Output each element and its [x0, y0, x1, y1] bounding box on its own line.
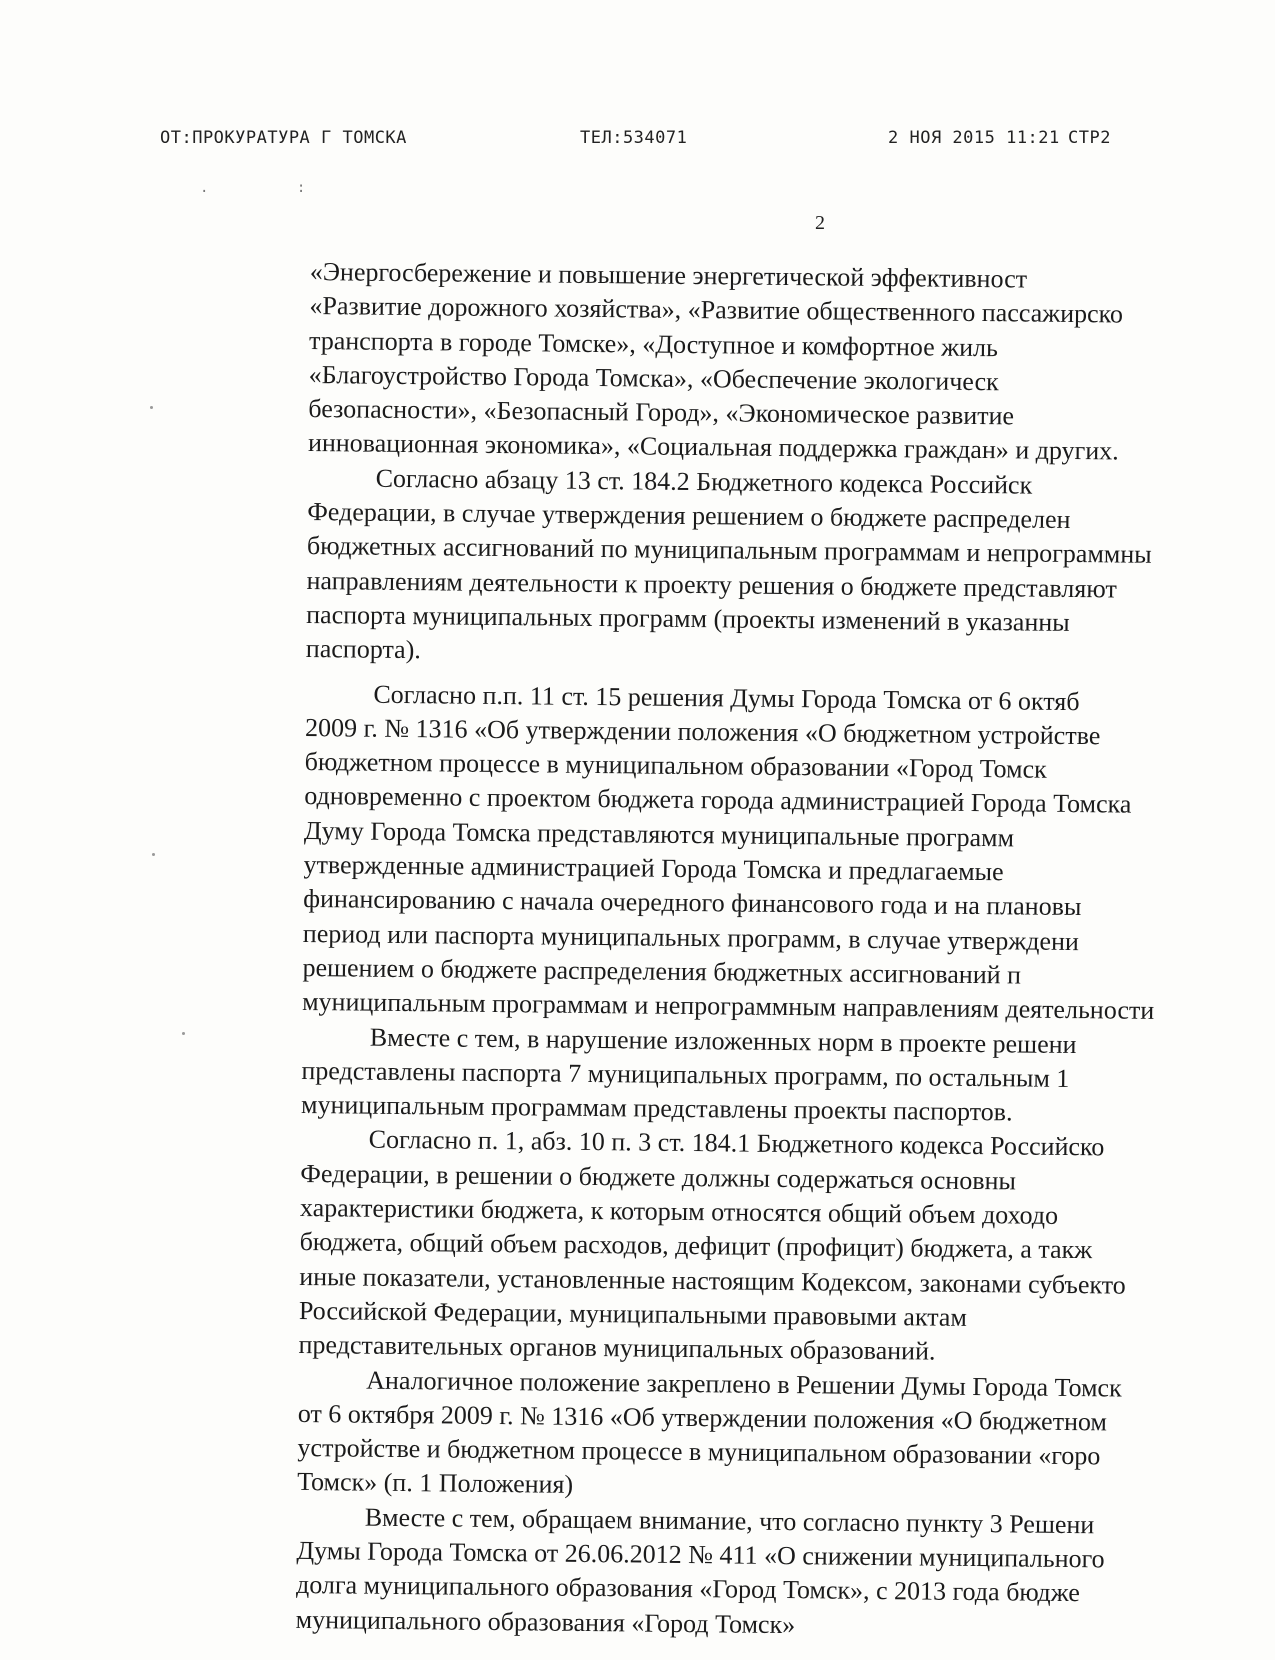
text-line: утвержденные администрацией Города Томска и предлагаемые: [303, 850, 1004, 887]
text-line: Согласно п.п. 11 ст. 15 решения Думы Города Томска от 6 октяб: [373, 679, 1080, 716]
text-line: Аналогичное положение закреплено в Решении Думы Города Томск: [366, 1365, 1122, 1403]
text-line: бюджетном процессе в муниципальном образовании «Город Томск: [304, 747, 1047, 784]
fax-datetime: 2 НОЯ 2015 11:21: [888, 128, 1060, 148]
text-line: Вместе с тем, в нарушение изложенных норм в проекте решени: [369, 1022, 1077, 1059]
text-line: безопасности», «Безопасный Город», «Экономическое развитие: [308, 394, 1015, 431]
text-line: «Развитие дорожного хозяйства», «Развитие общественного пассажирско: [309, 291, 1124, 329]
text-line: период или паспорта муниципальных программ, в случае утверждени: [302, 918, 1080, 956]
fax-header: [160, 128, 1160, 158]
text-line: характеристики бюджета, к которым относятся общий объем доходо: [299, 1192, 1059, 1230]
text-line: иные показатели, установленные настоящим Кодексом, законами субъекто: [299, 1261, 1126, 1300]
text-line: муниципального образования «Город Томск»: [295, 1604, 796, 1639]
text-line: 2009 г. № 1316 «Об утверждении положения «О бюджетном устройстве: [304, 712, 1101, 751]
text-line: бюджета, общий объем расходов, дефицит (профицит) бюджета, а такж: [299, 1227, 1093, 1265]
text-line: представлены паспорта 7 муниципальных программ, по остальным 1: [301, 1055, 1070, 1093]
fax-sender: ОТ:ПРОКУРАТУРА Г ТОМСКА: [160, 128, 407, 148]
text-line: Думы Города Томска от 26.06.2012 № 411 «О снижении муниципального: [296, 1535, 1105, 1574]
text-line: долга муниципального образования «Город Томск», с 2013 года бюдже: [295, 1570, 1081, 1608]
text-line: Российской Федерации, муниципальными правовыми актам: [298, 1295, 968, 1332]
text-line: паспорта).: [305, 634, 421, 665]
text-line: от 6 октября 2009 г. № 1316 «Об утверждении положения «О бюджетном: [297, 1398, 1108, 1437]
text-line: муниципальным программам представлены проекты паспортов.: [300, 1090, 1013, 1127]
fax-page-number: СТР2: [1068, 128, 1111, 148]
text-line: Вместе с тем, обращаем внимание, что согласно пункту 3 Решени: [364, 1502, 1095, 1539]
text-line: инновационная экономика», «Социальная поддержка граждан» и других.: [307, 428, 1119, 466]
stray-marks: . :: [200, 180, 346, 196]
text-line: бюджетных ассигнований по муниципальным программам и непрограммны: [306, 531, 1152, 570]
scan-speck: [182, 1032, 185, 1035]
text-line: муниципальным программам и непрограммным направлениям деятельности: [302, 987, 1155, 1026]
page-number: 2: [815, 212, 825, 234]
document-body: [295, 255, 1275, 1660]
text-line: устройстве и бюджетном процессе в муниципальном образовании «горо: [297, 1433, 1101, 1471]
fax-phone: ТЕЛ:534071: [580, 128, 688, 148]
text-line: транспорта в городе Томске», «Доступное и комфортное жиль: [308, 325, 999, 362]
text-line: направлениям деятельности к проекту решения о бюджете представляют: [306, 565, 1117, 604]
scan-speck: [152, 853, 155, 856]
text-line: одновременно с проектом бюджета города администрацией Города Томска: [304, 781, 1132, 820]
text-line: «Благоустройство Города Томска», «Обеспечение экологическ: [308, 359, 999, 397]
text-line: Федерации, в решении о бюджете должны содержаться основны: [300, 1158, 1017, 1196]
text-line: представительных органов муниципальных образований.: [298, 1330, 936, 1366]
text-line: решением о бюджете распределения бюджетных ассигнований п: [302, 952, 1022, 990]
text-line: Думу Города Томска представляются муниципальные программ: [303, 815, 1015, 853]
text-line: Томск» (п. 1 Положения): [297, 1467, 574, 1500]
scan-speck: [150, 406, 153, 409]
text-line: Согласно п. 1, абз. 10 п. 3 ст. 184.1 Бюджетного кодекса Российско: [368, 1125, 1105, 1162]
text-line: паспорта муниципальных программ (проекты изменений в указанны: [306, 599, 1070, 637]
text-line: Согласно абзацу 13 ст. 184.2 Бюджетного кодекса Российск: [375, 463, 1033, 500]
text-line: «Энергосбережение и повышение энергетической эффективност: [309, 256, 1028, 294]
text-line: Федерации, в случае утверждения решением о бюджете распределен: [307, 497, 1071, 535]
text-line: финансированию с начала очередного финансового года и на плановы: [303, 884, 1082, 922]
